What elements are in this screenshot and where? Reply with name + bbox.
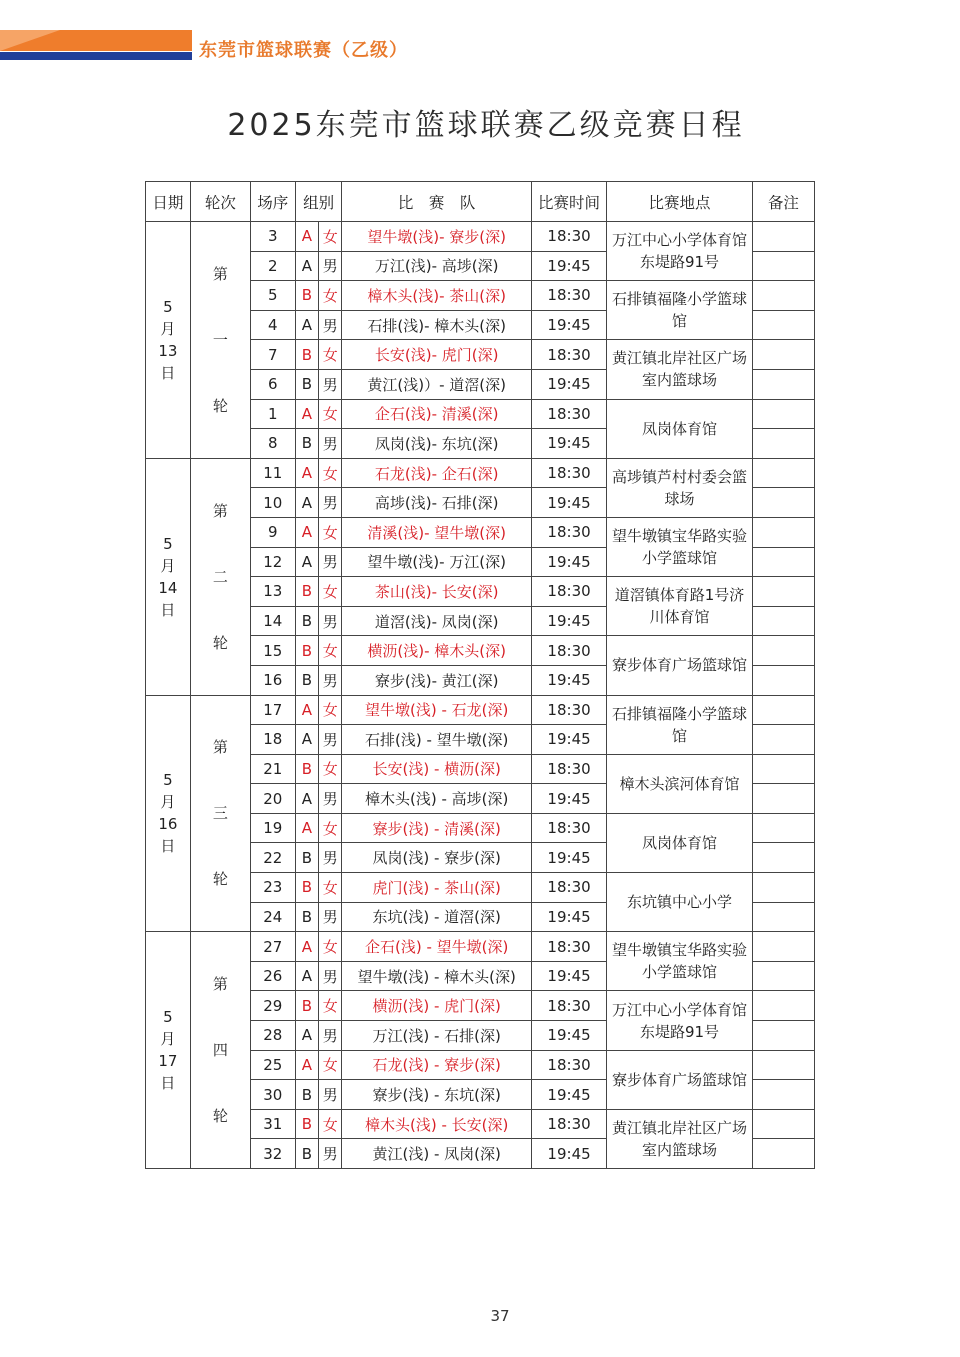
- venue-cell: 万江中心小学体育馆东堤路91号: [607, 991, 753, 1050]
- venue-cell: 黄江镇北岸社区广场室内篮球场: [607, 340, 753, 399]
- group-cell: A: [295, 517, 318, 547]
- group-cell: B: [295, 843, 318, 873]
- match-no-cell: 4: [250, 310, 295, 340]
- teams-cell: 万江(浅)- 高埗(深): [342, 251, 531, 281]
- venue-cell: 望牛墩镇宝华路实验小学篮球馆: [607, 932, 753, 991]
- table-row: [146, 222, 815, 252]
- teams-cell: 企石(浅) - 望牛墩(深): [342, 932, 531, 962]
- notes-cell: [752, 281, 814, 311]
- group-cell: B: [295, 636, 318, 666]
- round-char: 第: [212, 738, 228, 757]
- schedule-table: [145, 181, 815, 1169]
- teams-cell: 长安(浅) - 横沥(深): [342, 754, 531, 784]
- teams-cell: 寮步(浅) - 清溪(深): [342, 813, 531, 843]
- round-char: 轮: [212, 396, 228, 415]
- time-cell: 19:45: [531, 725, 606, 755]
- notes-cell: [752, 488, 814, 518]
- match-no-cell: 21: [250, 754, 295, 784]
- table-row: [146, 695, 815, 725]
- notes-cell: [752, 251, 814, 281]
- notes-cell: [752, 1109, 814, 1139]
- teams-cell: 石排(浅) - 望牛墩(深): [342, 725, 531, 755]
- round-cell: [190, 695, 250, 932]
- round-char: 第: [212, 975, 228, 994]
- teams-cell: 望牛墩(浅) - 石龙(深): [342, 695, 531, 725]
- match-no-cell: 29: [250, 991, 295, 1021]
- date-char: 13: [158, 341, 178, 360]
- group-cell: B: [295, 577, 318, 607]
- round-spacer: [191, 824, 250, 868]
- table-row: [146, 458, 815, 488]
- time-cell: 18:30: [531, 458, 606, 488]
- header-banner: [0, 30, 192, 62]
- round-spacer: [191, 758, 250, 802]
- gender-cell: 女: [319, 754, 342, 784]
- teams-cell: 黄江(浅) - 凤岗(深): [342, 1139, 531, 1169]
- round-spacer: [191, 1061, 250, 1105]
- venue-cell: 石排镇福隆小学篮球馆: [607, 281, 753, 340]
- date-char: 5: [163, 534, 173, 553]
- time-cell: 19:45: [531, 429, 606, 459]
- col-header-date: 日期: [146, 182, 191, 222]
- gender-cell: 男: [319, 310, 342, 340]
- match-no-cell: 31: [250, 1109, 295, 1139]
- notes-cell: [752, 813, 814, 843]
- banner-blue-stripe: [0, 52, 192, 60]
- notes-cell: [752, 547, 814, 577]
- match-no-cell: 13: [250, 577, 295, 607]
- match-no-cell: 30: [250, 1080, 295, 1110]
- match-no-cell: 15: [250, 636, 295, 666]
- date-char: 14: [158, 578, 178, 597]
- date-cell: [146, 932, 191, 1169]
- gender-cell: 女: [319, 222, 342, 252]
- round-char: 四: [212, 1041, 228, 1060]
- date-char: 17: [158, 1052, 178, 1071]
- col-header-group: 组别: [295, 182, 342, 222]
- teams-cell: 寮步(浅) - 东坑(深): [342, 1080, 531, 1110]
- teams-cell: 企石(浅)- 清溪(深): [342, 399, 531, 429]
- match-no-cell: 27: [250, 932, 295, 962]
- match-no-cell: 16: [250, 665, 295, 695]
- time-cell: 18:30: [531, 222, 606, 252]
- gender-cell: 男: [319, 606, 342, 636]
- col-header-notes: 备注: [752, 182, 814, 222]
- gender-cell: 男: [319, 843, 342, 873]
- match-no-cell: 11: [250, 458, 295, 488]
- time-cell: 18:30: [531, 636, 606, 666]
- match-no-cell: 7: [250, 340, 295, 370]
- gender-cell: 女: [319, 1109, 342, 1139]
- match-no-cell: 9: [250, 517, 295, 547]
- venue-cell: 凤岗体育馆: [607, 399, 753, 458]
- teams-cell: 清溪(浅)- 望牛墩(深): [342, 517, 531, 547]
- group-cell: A: [295, 458, 318, 488]
- time-cell: 18:30: [531, 340, 606, 370]
- col-header-teams: 比 赛 队: [342, 182, 531, 222]
- col-header-match-no: 场序: [250, 182, 295, 222]
- teams-cell: 樟木头(浅)- 茶山(深): [342, 281, 531, 311]
- venue-cell: 樟木头滨河体育馆: [607, 754, 753, 813]
- time-cell: 19:45: [531, 961, 606, 991]
- match-no-cell: 3: [250, 222, 295, 252]
- date-char: 日: [160, 363, 176, 382]
- group-cell: A: [295, 1021, 318, 1051]
- running-title: 东莞市篮球联赛（乙级）: [199, 40, 408, 61]
- group-cell: A: [295, 695, 318, 725]
- time-cell: 18:30: [531, 695, 606, 725]
- notes-cell: [752, 754, 814, 784]
- group-cell: B: [295, 281, 318, 311]
- gender-cell: 男: [319, 1080, 342, 1110]
- date-cell: [146, 695, 191, 932]
- match-no-cell: 8: [250, 429, 295, 459]
- group-cell: B: [295, 902, 318, 932]
- teams-cell: 樟木头(浅) - 高埗(深): [342, 784, 531, 814]
- teams-cell: 望牛墩(浅) - 樟木头(深): [342, 961, 531, 991]
- notes-cell: [752, 695, 814, 725]
- table-row: [146, 932, 815, 962]
- time-cell: 19:45: [531, 488, 606, 518]
- time-cell: 18:30: [531, 281, 606, 311]
- gender-cell: 女: [319, 577, 342, 607]
- venue-cell: 石排镇福隆小学篮球馆: [607, 695, 753, 754]
- gender-cell: 男: [319, 251, 342, 281]
- notes-cell: [752, 902, 814, 932]
- notes-cell: [752, 429, 814, 459]
- match-no-cell: 14: [250, 606, 295, 636]
- time-cell: 19:45: [531, 310, 606, 340]
- time-cell: 19:45: [531, 902, 606, 932]
- notes-cell: [752, 665, 814, 695]
- notes-cell: [752, 606, 814, 636]
- col-header-time: 比赛时间: [531, 182, 606, 222]
- notes-cell: [752, 725, 814, 755]
- round-char: 轮: [212, 633, 228, 652]
- notes-cell: [752, 517, 814, 547]
- date-char: 月: [160, 319, 176, 338]
- col-header-round: 轮次: [190, 182, 250, 222]
- notes-cell: [752, 873, 814, 903]
- notes-cell: [752, 458, 814, 488]
- match-no-cell: 1: [250, 399, 295, 429]
- group-cell: A: [295, 310, 318, 340]
- teams-cell: 茶山(浅)- 长安(深): [342, 577, 531, 607]
- teams-cell: 道滘(浅)- 凤岗(深): [342, 606, 531, 636]
- teams-cell: 樟木头(浅) - 长安(深): [342, 1109, 531, 1139]
- date-cell: [146, 458, 191, 695]
- time-cell: 18:30: [531, 1050, 606, 1080]
- gender-cell: 女: [319, 281, 342, 311]
- gender-cell: 男: [319, 784, 342, 814]
- group-cell: B: [295, 429, 318, 459]
- gender-cell: 女: [319, 695, 342, 725]
- gender-cell: 女: [319, 458, 342, 488]
- match-no-cell: 24: [250, 902, 295, 932]
- match-no-cell: 19: [250, 813, 295, 843]
- time-cell: 19:45: [531, 369, 606, 399]
- teams-cell: 石龙(浅)- 企石(深): [342, 458, 531, 488]
- match-no-cell: 12: [250, 547, 295, 577]
- gender-cell: 女: [319, 517, 342, 547]
- match-no-cell: 23: [250, 873, 295, 903]
- notes-cell: [752, 1080, 814, 1110]
- time-cell: 19:45: [531, 547, 606, 577]
- notes-cell: [752, 310, 814, 340]
- time-cell: 18:30: [531, 991, 606, 1021]
- match-no-cell: 6: [250, 369, 295, 399]
- teams-cell: 黄江(浅)）- 道滘(深): [342, 369, 531, 399]
- date-char: 16: [158, 815, 178, 834]
- teams-cell: 凤岗(浅) - 寮步(深): [342, 843, 531, 873]
- match-no-cell: 22: [250, 843, 295, 873]
- venue-cell: 黄江镇北岸社区广场室内篮球场: [607, 1109, 753, 1168]
- teams-cell: 虎门(浅) - 茶山(深): [342, 873, 531, 903]
- group-cell: A: [295, 547, 318, 577]
- venue-cell: 望牛墩镇宝华路实验小学篮球馆: [607, 517, 753, 576]
- teams-cell: 长安(浅)- 虎门(深): [342, 340, 531, 370]
- match-no-cell: 28: [250, 1021, 295, 1051]
- page-number: 37: [490, 1307, 510, 1325]
- venue-cell: 高埗镇芦村村委会篮球场: [607, 458, 753, 517]
- notes-cell: [752, 784, 814, 814]
- round-spacer: [191, 522, 250, 566]
- match-no-cell: 20: [250, 784, 295, 814]
- group-cell: B: [295, 369, 318, 399]
- round-char: 轮: [212, 870, 228, 889]
- round-char: 轮: [212, 1107, 228, 1126]
- group-cell: B: [295, 1080, 318, 1110]
- teams-cell: 寮步(浅)- 黄江(深): [342, 665, 531, 695]
- round-spacer: [191, 588, 250, 632]
- time-cell: 19:45: [531, 1139, 606, 1169]
- venue-cell: 东坑镇中心小学: [607, 873, 753, 932]
- time-cell: 18:30: [531, 1109, 606, 1139]
- time-cell: 19:45: [531, 251, 606, 281]
- page-title: 2025东莞市篮球联赛乙级竞赛日程: [227, 108, 745, 143]
- gender-cell: 女: [319, 399, 342, 429]
- gender-cell: 男: [319, 429, 342, 459]
- gender-cell: 女: [319, 340, 342, 370]
- gender-cell: 男: [319, 1139, 342, 1169]
- group-cell: B: [295, 665, 318, 695]
- gender-cell: 女: [319, 813, 342, 843]
- date-char: 日: [160, 837, 176, 856]
- round-cell: [190, 458, 250, 695]
- group-cell: B: [295, 991, 318, 1021]
- time-cell: 18:30: [531, 873, 606, 903]
- match-no-cell: 32: [250, 1139, 295, 1169]
- match-no-cell: 26: [250, 961, 295, 991]
- notes-cell: [752, 636, 814, 666]
- notes-cell: [752, 1021, 814, 1051]
- date-char: 月: [160, 1030, 176, 1049]
- round-char: 二: [212, 567, 228, 586]
- round-cell: [190, 932, 250, 1169]
- gender-cell: 男: [319, 547, 342, 577]
- venue-cell: 道滘镇体育路1号济川体育馆: [607, 577, 753, 636]
- group-cell: B: [295, 754, 318, 784]
- group-cell: B: [295, 340, 318, 370]
- notes-cell: [752, 222, 814, 252]
- time-cell: 19:45: [531, 606, 606, 636]
- time-cell: 18:30: [531, 813, 606, 843]
- gender-cell: 女: [319, 991, 342, 1021]
- time-cell: 19:45: [531, 1080, 606, 1110]
- notes-cell: [752, 369, 814, 399]
- group-cell: A: [295, 251, 318, 281]
- group-cell: A: [295, 725, 318, 755]
- gender-cell: 女: [319, 636, 342, 666]
- group-cell: A: [295, 932, 318, 962]
- gender-cell: 男: [319, 369, 342, 399]
- teams-cell: 凤岗(浅)- 东坑(深): [342, 429, 531, 459]
- teams-cell: 石龙(浅) - 寮步(深): [342, 1050, 531, 1080]
- round-cell: [190, 222, 250, 459]
- round-char: 一: [212, 330, 228, 349]
- group-cell: A: [295, 399, 318, 429]
- venue-cell: 凤岗体育馆: [607, 813, 753, 872]
- round-spacer: [191, 995, 250, 1039]
- time-cell: 19:45: [531, 1021, 606, 1051]
- group-cell: A: [295, 488, 318, 518]
- time-cell: 18:30: [531, 754, 606, 784]
- teams-cell: 万江(浅) - 石排(深): [342, 1021, 531, 1051]
- round-spacer: [191, 285, 250, 329]
- group-cell: A: [295, 784, 318, 814]
- round-char: 第: [212, 264, 228, 283]
- header-row: [146, 182, 815, 222]
- gender-cell: 男: [319, 1021, 342, 1051]
- teams-cell: 高埗(浅)- 石排(深): [342, 488, 531, 518]
- gender-cell: 男: [319, 725, 342, 755]
- group-cell: A: [295, 222, 318, 252]
- gender-cell: 女: [319, 932, 342, 962]
- match-no-cell: 2: [250, 251, 295, 281]
- match-no-cell: 10: [250, 488, 295, 518]
- gender-cell: 女: [319, 873, 342, 903]
- notes-cell: [752, 1139, 814, 1169]
- date-char: 5: [163, 297, 173, 316]
- teams-cell: 横沥(浅) - 虎门(深): [342, 991, 531, 1021]
- time-cell: 19:45: [531, 843, 606, 873]
- group-cell: B: [295, 1109, 318, 1139]
- group-cell: A: [295, 813, 318, 843]
- notes-cell: [752, 991, 814, 1021]
- venue-cell: 寮步体育广场篮球馆: [607, 1050, 753, 1109]
- notes-cell: [752, 932, 814, 962]
- venue-cell: 万江中心小学体育馆东堤路91号: [607, 222, 753, 281]
- round-spacer: [191, 351, 250, 395]
- date-char: 月: [160, 556, 176, 575]
- notes-cell: [752, 961, 814, 991]
- notes-cell: [752, 1050, 814, 1080]
- time-cell: 19:45: [531, 665, 606, 695]
- gender-cell: 女: [319, 1050, 342, 1080]
- round-char: 三: [212, 804, 228, 823]
- time-cell: 18:30: [531, 577, 606, 607]
- notes-cell: [752, 577, 814, 607]
- time-cell: 18:30: [531, 932, 606, 962]
- group-cell: B: [295, 1139, 318, 1169]
- date-char: 5: [163, 771, 173, 790]
- time-cell: 18:30: [531, 399, 606, 429]
- col-header-venue: 比赛地点: [607, 182, 753, 222]
- round-char: 第: [212, 501, 228, 520]
- venue-cell: 寮步体育广场篮球馆: [607, 636, 753, 695]
- group-cell: B: [295, 873, 318, 903]
- date-char: 5: [163, 1008, 173, 1027]
- gender-cell: 男: [319, 665, 342, 695]
- banner-highlight: [0, 30, 60, 51]
- date-char: 日: [160, 600, 176, 619]
- notes-cell: [752, 340, 814, 370]
- date-cell: [146, 222, 191, 459]
- time-cell: 18:30: [531, 517, 606, 547]
- gender-cell: 男: [319, 902, 342, 932]
- gender-cell: 男: [319, 488, 342, 518]
- match-no-cell: 5: [250, 281, 295, 311]
- group-cell: A: [295, 1050, 318, 1080]
- date-char: 日: [160, 1074, 176, 1093]
- group-cell: A: [295, 961, 318, 991]
- teams-cell: 东坑(浅) - 道滘(深): [342, 902, 531, 932]
- group-cell: B: [295, 606, 318, 636]
- teams-cell: 石排(浅)- 樟木头(深): [342, 310, 531, 340]
- date-char: 月: [160, 793, 176, 812]
- notes-cell: [752, 843, 814, 873]
- teams-cell: 横沥(浅)- 樟木头(深): [342, 636, 531, 666]
- time-cell: 19:45: [531, 784, 606, 814]
- notes-cell: [752, 399, 814, 429]
- match-no-cell: 25: [250, 1050, 295, 1080]
- match-no-cell: 18: [250, 725, 295, 755]
- teams-cell: 望牛墩(浅)- 寮步(深): [342, 222, 531, 252]
- match-no-cell: 17: [250, 695, 295, 725]
- gender-cell: 男: [319, 961, 342, 991]
- teams-cell: 望牛墩(浅)- 万江(深): [342, 547, 531, 577]
